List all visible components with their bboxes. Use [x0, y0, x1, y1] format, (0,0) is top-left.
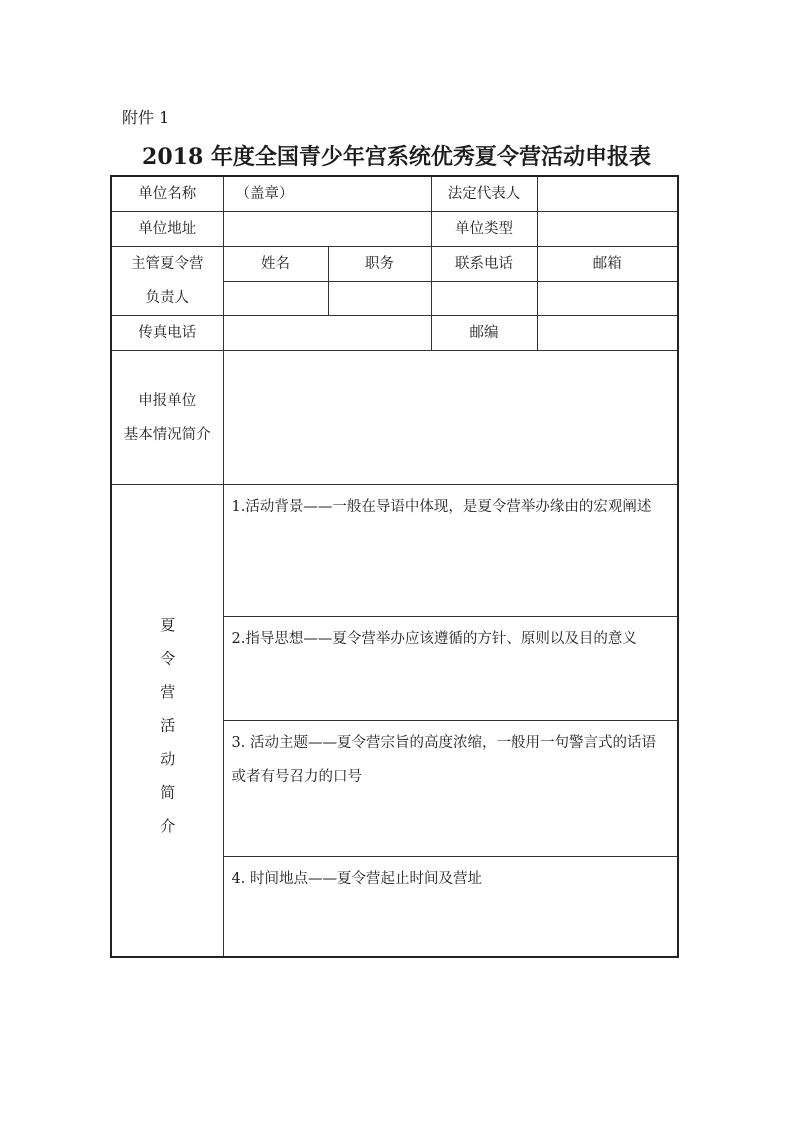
unit-address-value — [223, 212, 431, 247]
leader-email-header: 邮箱 — [537, 247, 678, 282]
camp-leader-label-line2: 负责人 — [145, 290, 189, 306]
unit-name-value — [223, 176, 431, 212]
leader-position-value — [328, 282, 431, 316]
form-title: 2018 年度全国青少年宫系统优秀夏令营活动申报表 — [142, 144, 651, 170]
camp-intro-label-cell — [111, 485, 223, 957]
postcode-value — [537, 316, 678, 351]
row-unit-intro — [111, 351, 678, 485]
unit-intro-label — [111, 351, 223, 485]
unit-address-label: 单位地址 — [111, 212, 223, 247]
row-unit-name — [111, 176, 678, 212]
row-camp-leader-header — [111, 247, 678, 282]
row-unit-address — [111, 212, 678, 247]
leader-position-header: 职务 — [328, 247, 431, 282]
application-form-table — [110, 175, 679, 958]
unit-type-value — [537, 212, 678, 247]
unit-intro-value — [223, 351, 678, 485]
fax-label: 传真电话 — [111, 316, 223, 351]
row-camp-intro-1 — [111, 485, 678, 617]
camp-intro-label: 夏令营活动简介 — [158, 616, 177, 851]
leader-phone-header: 联系电话 — [431, 247, 537, 282]
seal-note: （盖章） — [235, 186, 294, 202]
postcode-label: 邮编 — [431, 316, 537, 351]
row-fax — [111, 316, 678, 351]
leader-email-value — [537, 282, 678, 316]
unit-type-label: 单位类型 — [431, 212, 537, 247]
attachment-label: 附件 1 — [122, 108, 170, 127]
leader-phone-value — [431, 282, 537, 316]
camp-intro-item-background: 1.活动背景——一般在导语中体现，是夏令营举办缘由的宏观阐述 — [223, 485, 678, 617]
leader-name-value — [223, 282, 328, 316]
camp-intro-item-theme: 3. 活动主题——夏令营宗旨的高度浓缩，一般用一句警言式的话语或者有号召力的口号 — [223, 721, 678, 857]
unit-intro-label-line2: 基本情况简介 — [123, 426, 211, 443]
camp-intro-item-guiding-idea: 2.指导思想——夏令营举办应该遵循的方针、原则以及目的意义 — [223, 617, 678, 721]
camp-leader-label-line1: 主管夏令营 — [131, 256, 204, 272]
leader-name-header: 姓名 — [223, 247, 328, 282]
camp-leader-label — [111, 247, 223, 316]
camp-intro-item-time-place: 4. 时间地点——夏令营起止时间及营址 — [223, 857, 678, 957]
unit-intro-label-line1: 申报单位 — [138, 392, 197, 409]
fax-value — [223, 316, 431, 351]
unit-name-label: 单位名称 — [111, 176, 223, 212]
legal-representative-value — [537, 176, 678, 212]
legal-representative-label: 法定代表人 — [431, 176, 537, 212]
